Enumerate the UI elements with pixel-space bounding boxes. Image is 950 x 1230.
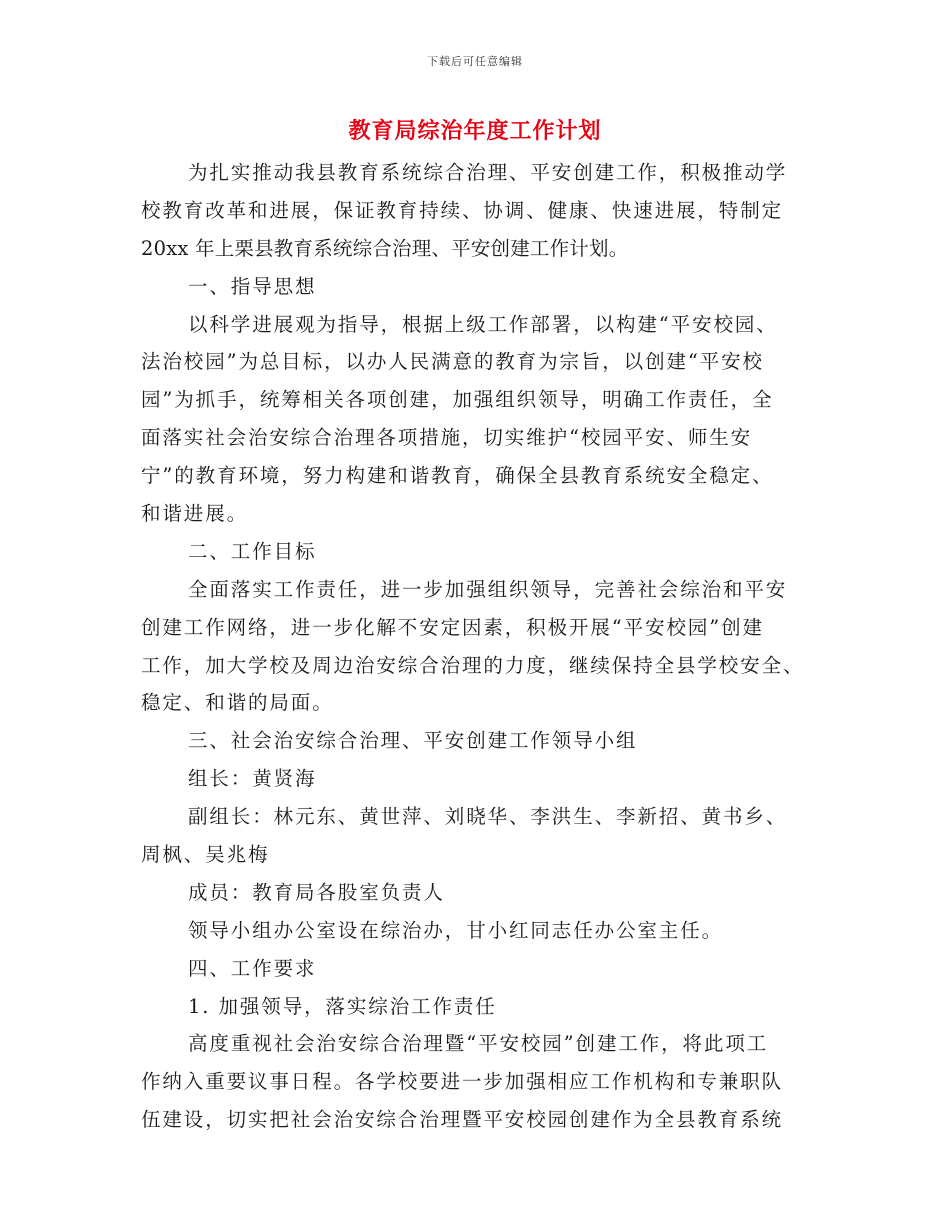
document-body: [141, 154, 809, 1139]
paragraph-line: 宁”的教育环境，努力构建和谐教育，确保全县教育系统安全稳定、: [141, 464, 774, 488]
paragraph-line: 周枫、吴兆梅: [141, 843, 270, 867]
paragraph-line: 成员：教育局各股室负责人: [188, 880, 445, 904]
paragraph-line: 以科学进展观为指导，根据上级工作部署，以构建“平安校园、: [188, 312, 778, 336]
paragraph-line: 高度重视社会治安综合治理暨“平安校园”创建工作，将此项工: [188, 1032, 769, 1056]
section-heading: 一、指导思想: [188, 274, 317, 298]
paragraph-line: 领导小组办公室设在综治办，甘小红同志任办公室主任。: [188, 918, 724, 942]
paragraph-line: 组长：黄贤海: [188, 767, 317, 791]
paragraph-line: 工作，加大学校及周边治安综合治理的力度，继续保持全县学校安全、: [141, 653, 805, 677]
header-note: 下载后可任意编辑: [427, 55, 523, 68]
section-heading: 四、工作要求: [188, 956, 317, 980]
document-title: 教育局综治年度工作计划: [348, 119, 602, 144]
paragraph-line: 和谐进展。: [141, 502, 249, 526]
paragraph-line: 20xx 年上栗县教育系统综合治理、平安创建工作计划。: [141, 236, 629, 260]
paragraph-line: 作纳入重要议事日程。各学校要进一步加强相应工作机构和专兼职队: [141, 1070, 784, 1094]
paragraph-line: 副组长：林元东、黄世萍、刘晓华、李洪生、李新招、黄书乡、: [188, 805, 788, 829]
paragraph-line: 伍建设，切实把社会治安综合治理暨平安校园创建作为全县教育系统: [141, 1108, 784, 1132]
paragraph-line: 面落实社会治安综合治理各项措施，切实维护“校园平安、师生安: [141, 426, 753, 450]
paragraph-line: 全面落实工作责任，进一步加强组织领导，完善社会综治和平安: [188, 577, 788, 601]
paragraph-line: 稳定、和谐的局面。: [141, 691, 334, 715]
paragraph-line: 法治校园”为总目标，以办人民满意的教育为宗旨，以创建“平安校: [141, 350, 764, 374]
subsection-heading: 1. 加强领导，落实综治工作责任: [188, 994, 497, 1018]
paragraph-line: 园”为抓手，统筹相关各项创建，加强组织领导，明确工作责任，全: [141, 388, 774, 412]
paragraph-line: 为扎实推动我县教育系统综合治理、平安创建工作，积极推动学: [188, 161, 788, 184]
paragraph-line: 创建工作网络，进一步化解不安定因素，积极开展“平安校园”创建: [141, 615, 764, 639]
section-heading: 二、工作目标: [188, 539, 317, 563]
section-heading: 三、社会治安综合治理、平安创建工作领导小组: [188, 729, 638, 753]
paragraph-line: 校教育改革和进展，保证教育持续、协调、健康、快速进展，特制定: [141, 198, 784, 222]
